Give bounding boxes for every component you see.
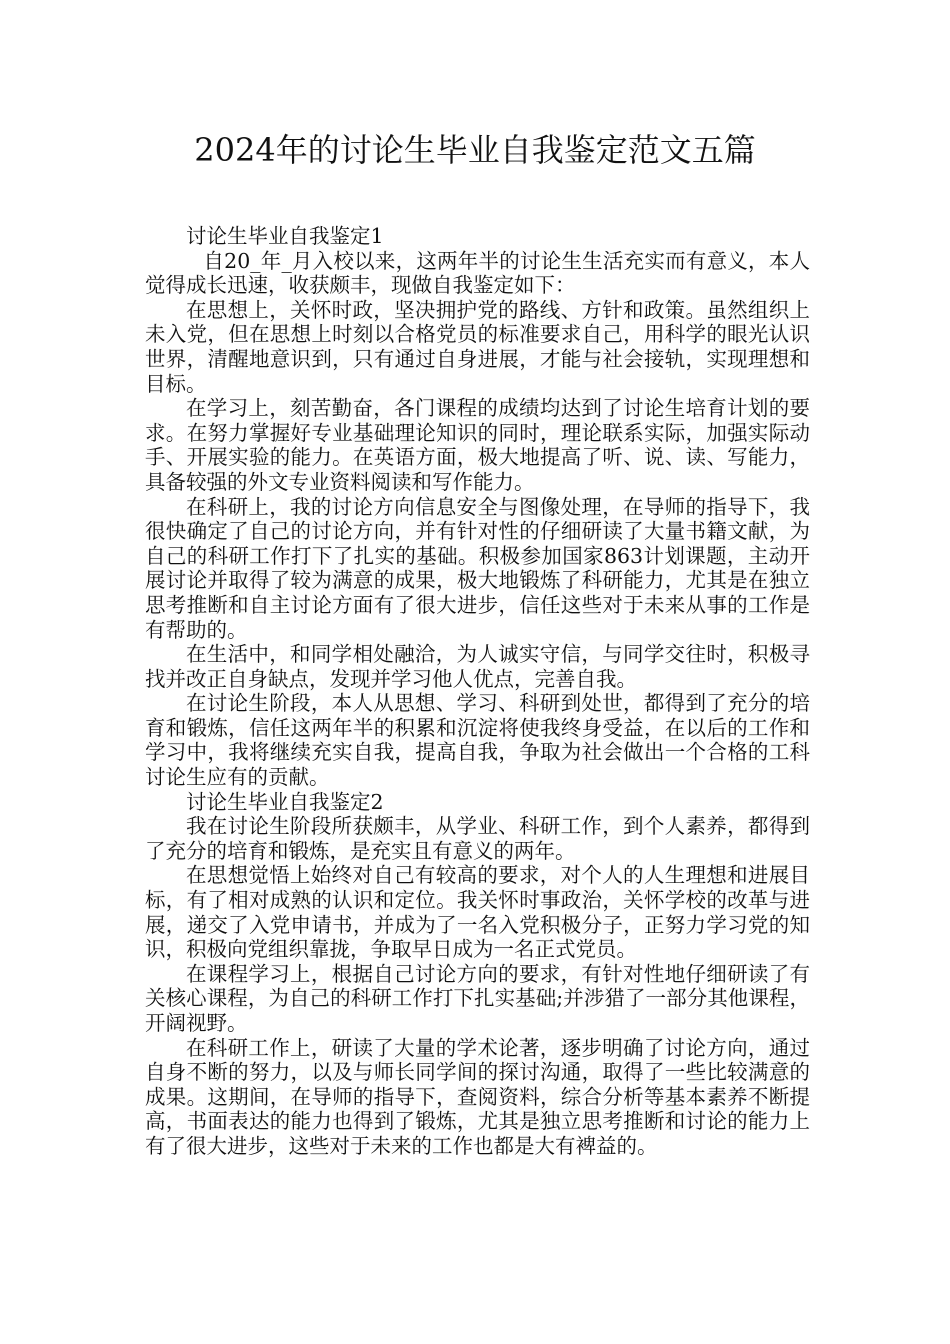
section-heading-2: 讨论生毕业自我鉴定2	[186, 789, 384, 814]
document-title: 2024年的讨论生毕业自我鉴定范文五篇	[194, 131, 756, 169]
document-body	[145, 224, 810, 1159]
paragraph: 在讨论生阶段，本人从思想、学习、科研到处世，都得到了充分的培育和锻炼，信任这两年半的积累和沉淀将使我终身受益，在以后的工作和学习中，我将继续充实自我，提高自我，争取为社会做出一个合格的工科讨论生应有的贡献。	[145, 691, 810, 790]
paragraph: 我在讨论生阶段所获颇丰，从学业、科研工作，到个人素养，都得到了充分的培育和锻炼，是充实且有意义的两年。	[145, 814, 810, 863]
paragraph: 在科研工作上，研读了大量的学术论著，逐步明确了讨论方向，通过自身不断的努力，以及与师长同学间的探讨沟通，取得了一些比较满意的成果。这期间，在导师的指导下，查阅资料，综合分析等基本素养不断提高，书面表达的能力也得到了锻炼，尤其是独立思考推断和讨论的能力上有了很大进步，这些对于未来的工作也都是大有裨益的。	[145, 1035, 810, 1158]
section-heading-1: 讨论生毕业自我鉴定1	[186, 224, 384, 248]
paragraph: 在科研上，我的讨论方向信息安全与图像处理，在导师的指导下，我很快确定了自己的讨论方向，并有针对性的仔细研读了大量书籍文献，为自己的科研工作打下了扎实的基础。积极参加国家863计划课题，主动开展讨论并取得了较为满意的成果，极大地锻炼了科研能力，尤其是在独立思考推断和自主讨论方面有了很大进步，信任这些对于未来从事的工作是有帮助的。	[145, 494, 810, 642]
paragraph: 在思想上，关怀时政，坚决拥护党的路线、方针和政策。虽然组织上未入党，但在思想上时刻以合格党员的标准要求自己，用科学的眼光认识世界，清醒地意识到，只有通过自身进展，才能与社会接轨，实现理想和目标。	[145, 297, 810, 396]
paragraph: 在思想觉悟上始终对自己有较高的要求，对个人的人生理想和进展目标，有了相对成熟的认识和定位。我关怀时事政治，关怀学校的改革与进展，递交了入党申请书，并成为了一名入党积极分子，正努力学习党的知识，积极向党组织靠拢，争取早日成为一名正式党员。	[145, 863, 810, 962]
paragraph: 在生活中，和同学相处融洽，为人诚实守信，与同学交往时，积极寻找并改正自身缺点，发现并学习他人优点，完善自我。	[145, 642, 810, 691]
paragraph: 自20_年_月入校以来，这两年半的讨论生生活充实而有意义，本人觉得成长迅速，收获颇丰，现做自我鉴定如下：	[145, 248, 810, 298]
paragraph: 在学习上，刻苦勤奋，各门课程的成绩均达到了讨论生培育计划的要求。在努力掌握好专业基础理论知识的同时，理论联系实际，加强实际动手、开展实验的能力。在英语方面，极大地提高了听、说、读、写能力，具备较强的外文专业资料阅读和写作能力。	[145, 396, 810, 494]
paragraph: 在课程学习上，根据自己讨论方向的要求，有针对性地仔细研读了有关核心课程，为自己的科研工作打下扎实基础;并涉猎了一部分其他课程，开阔视野。	[145, 961, 810, 1035]
